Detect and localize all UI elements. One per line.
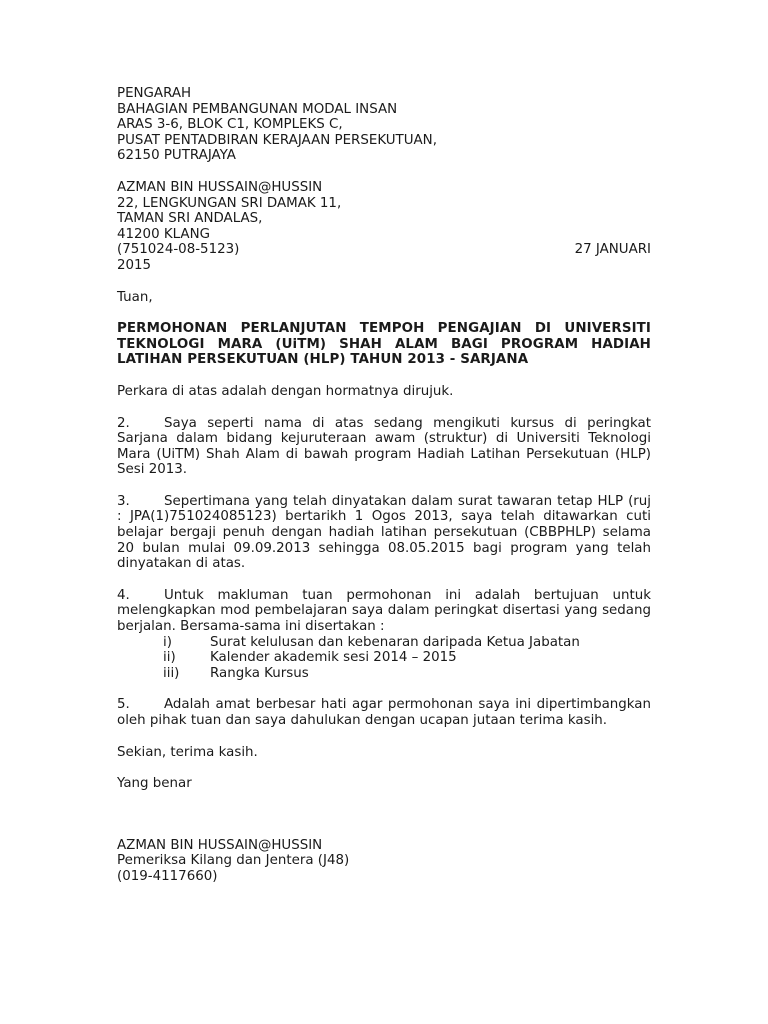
recipient-line: ARAS 3-6, BLOK C1, KOMPLEKS C, [117,117,343,133]
paragraph-number: 4. [117,587,130,603]
letter-date-year: 2015 [117,257,152,273]
letter-subject: PERMOHONAN PERLANJUTAN TEMPOH PENGAJIAN DI UNIVERSITI TEKNOLOGI MARA (UiTM) SHAH ALAM BAGI PROGRAM HADIAH LATIHAN PERSEKUTUAN (HLP) TAHUN 2013 - SARJANA [117,321,651,368]
sender-name: AZMAN BIN HUSSAIN@HUSSIN [117,179,323,195]
sender-address [117,180,651,274]
signature-block [117,838,651,885]
paragraph-text: Untuk makluman tuan permohonan ini adalah bertujuan untuk melengkapkan mod pembelajaran saya dalam peringkat disertasi yang sedang berjalan. Bersama-sama ini disertakan : [117,587,651,635]
paragraph-text: Adalah amat berbesar hati agar permohonan saya ini dipertimbangkan oleh pihak tuan dan saya dahulukan dengan ucapan jutaan terima kasih. [117,697,651,728]
sender-address-line: TAMAN SRI ANDALAS, [117,211,263,227]
list-item [117,666,651,682]
paragraph-number: 2. [117,415,130,431]
paragraph-number: 3. [117,493,130,509]
closing-line: Sekian, terima kasih. [117,744,258,760]
letter-page [117,86,651,885]
paragraph-5 [117,697,651,728]
enclosure-text: Rangka Kursus [210,665,309,681]
recipient-line: PUSAT PENTADBIRAN KERAJAAN PERSEKUTUAN, [117,132,437,148]
list-item [117,635,651,651]
paragraph-2 [117,416,651,478]
enclosure-text: Surat kelulusan dan kebenaran daripada Ketua Jabatan [210,634,580,650]
enclosure-text: Kalender akademik sesi 2014 – 2015 [210,650,457,666]
sender-ic-number: (751024-08-5123) [117,242,240,258]
recipient-address [117,86,651,164]
recipient-line: PENGARAH [117,86,192,101]
list-item [117,650,651,666]
signature-phone: (019-4117660) [117,868,218,884]
sign-off: Yang benar [117,776,192,792]
enclosure-list [117,635,651,682]
opening-line: Perkara di atas adalah dengan hormatnya dirujuk. [117,383,454,399]
salutation: Tuan, [117,289,153,305]
enclosure-number: iii) [163,665,180,681]
sender-address-line: 22, LENGKUNGAN SRI DAMAK 11, [117,195,342,211]
ic-date-row [117,242,651,258]
recipient-line: BAHAGIAN PEMBANGUNAN MODAL INSAN [117,101,398,117]
paragraph-text: Sepertimana yang telah dinyatakan dalam surat tawaran tetap HLP (ruj : JPA(1)751024085123) bertarikh 1 Ogos 2013, saya telah ditawarkan cuti belajar bergaji penuh dengan hadiah latihan persekutuan (CBBPHLP) selama 20 bulan mulai 09.09.2013 sehingga 08.05.2015 bagi program yang telah dinyatakan di atas. [117,493,651,572]
signature-title: Pemeriksa Kilang dan Jentera (J48) [117,853,350,869]
paragraph-text: Saya seperti nama di atas sedang mengikuti kursus di peringkat Sarjana dalam bidang kejuruteraan awam (struktur) di Universiti Teknologi Mara (UiTM) Shah Alam di bawah program Hadiah Latihan Persekutuan (HLP) Sesi 2013. [117,415,651,478]
paragraph-number: 5. [117,697,130,713]
sender-address-line: 41200 KLANG [117,226,210,242]
paragraph-3 [117,494,651,572]
paragraph-4 [117,588,651,635]
recipient-line: 62150 PUTRAJAYA [117,148,236,164]
letter-date: 27 JANUARI [574,242,651,258]
enclosure-number: ii) [163,650,176,666]
enclosure-number: i) [163,634,172,650]
signature-name: AZMAN BIN HUSSAIN@HUSSIN [117,837,323,853]
